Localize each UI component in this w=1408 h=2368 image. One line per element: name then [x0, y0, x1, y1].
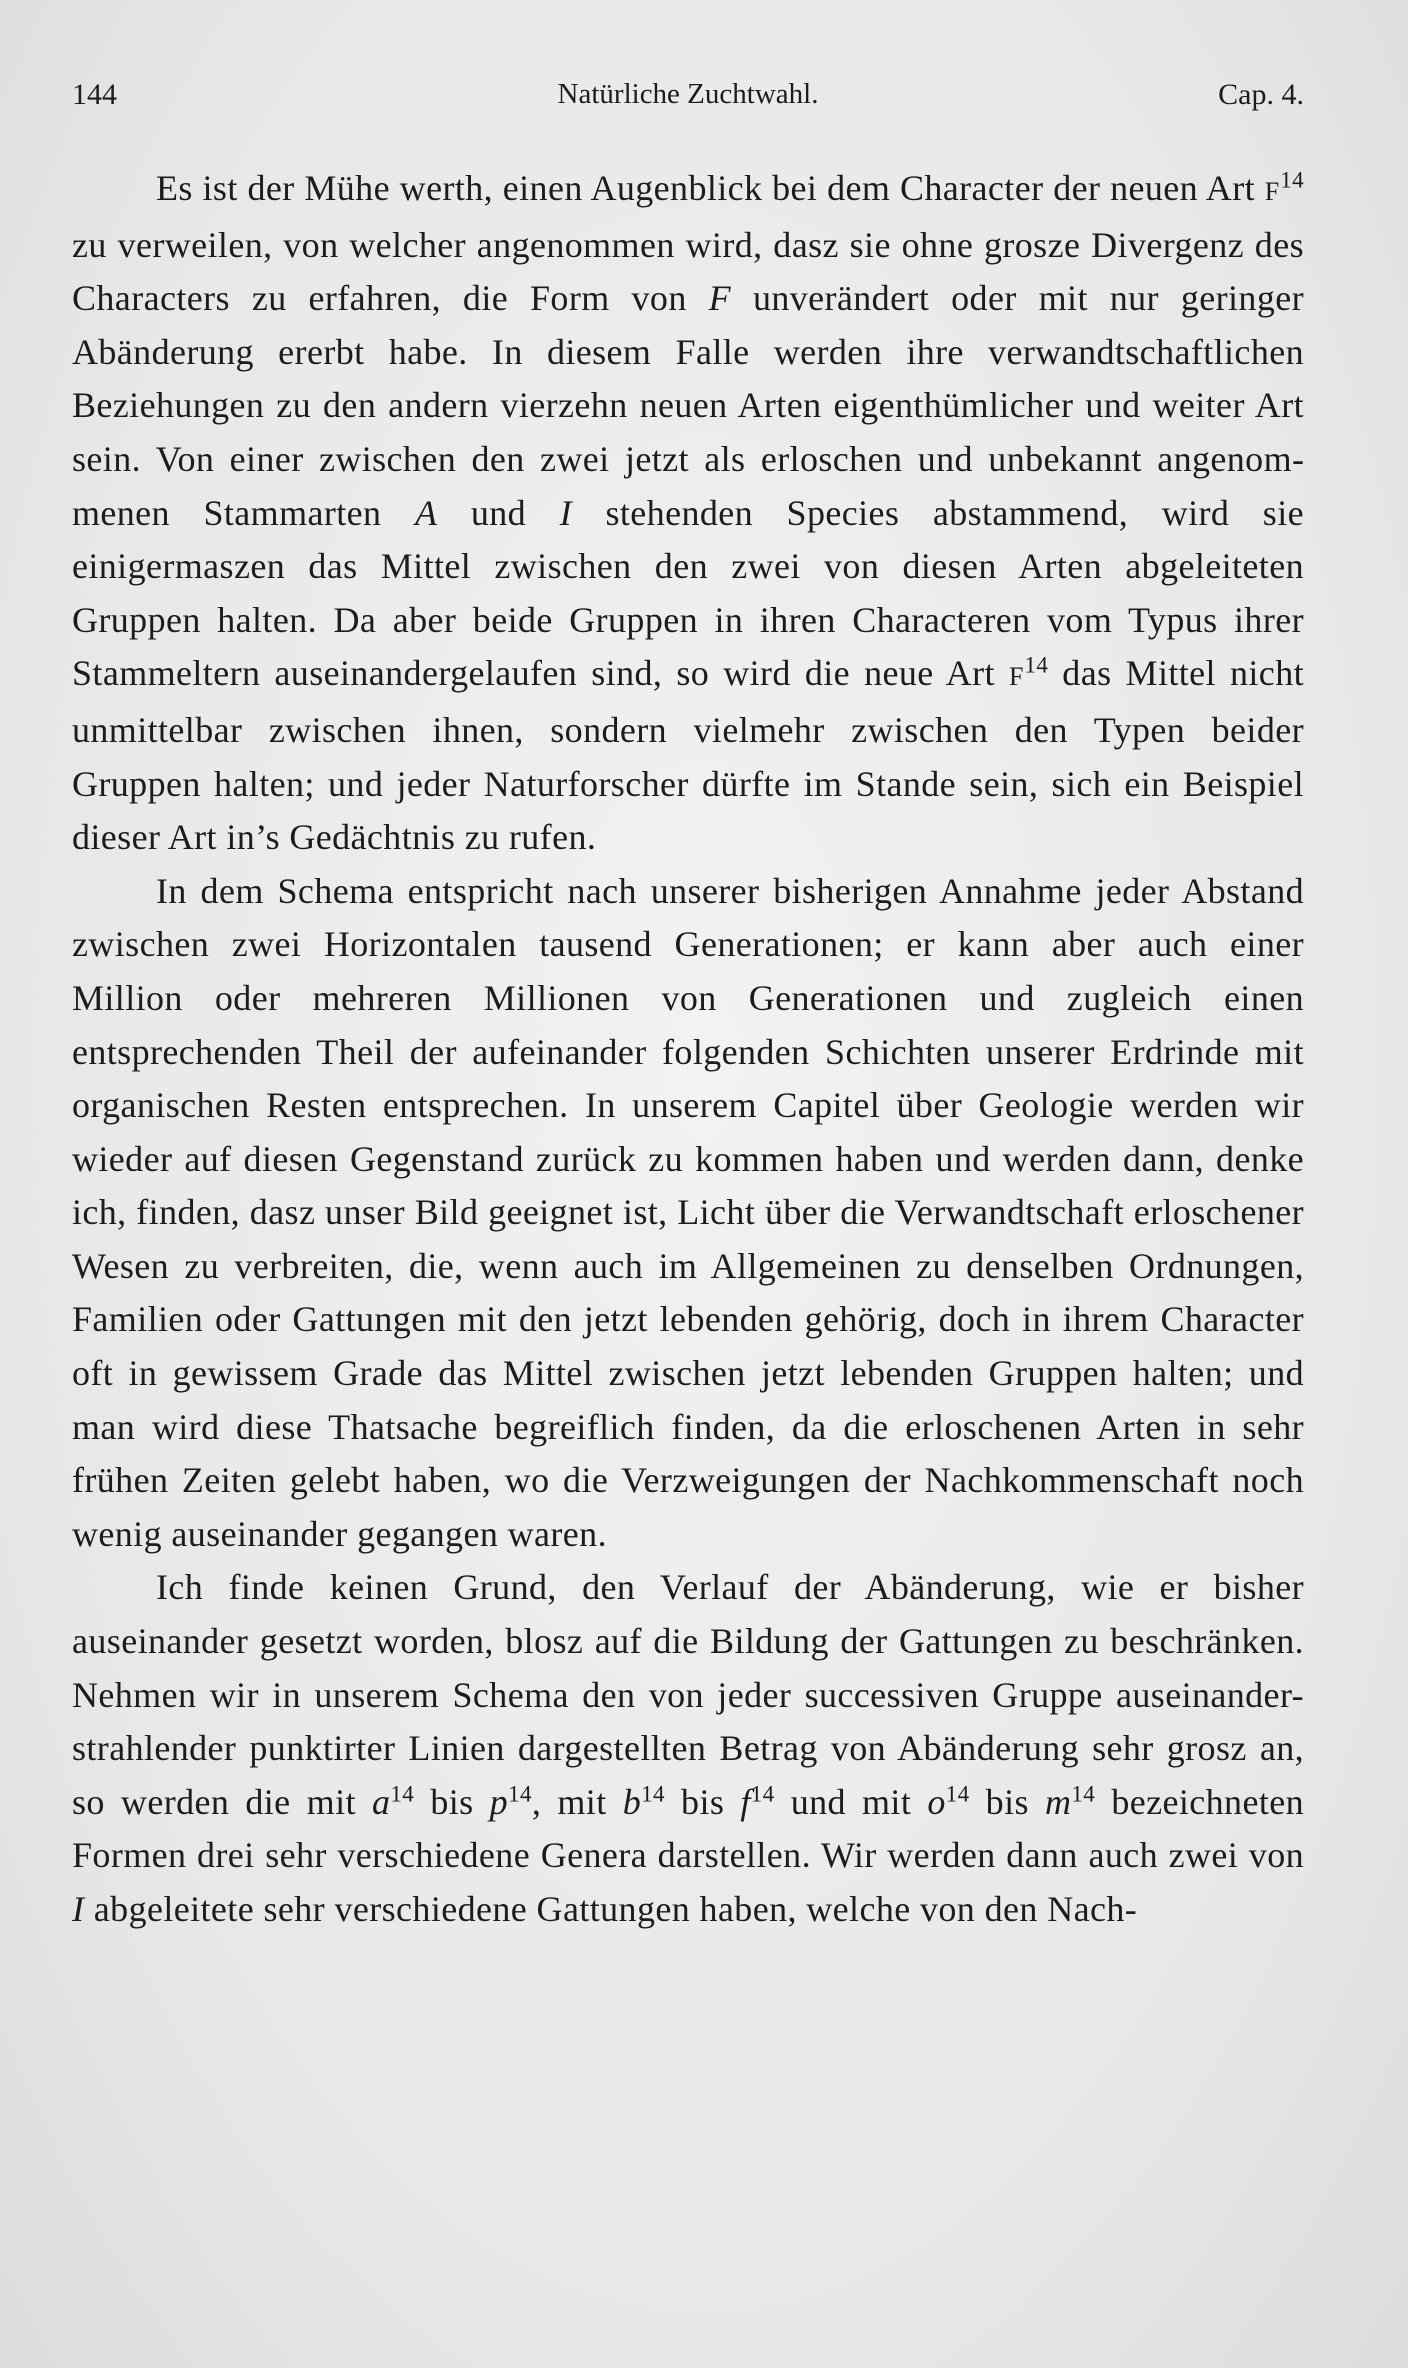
- paragraph: [72, 162, 1304, 865]
- text-span: und: [437, 492, 560, 533]
- species-symbol: F: [1264, 177, 1281, 206]
- running-title: Natürliche Zuchtwahl.: [557, 78, 819, 110]
- body-text: [72, 162, 1304, 1937]
- text-span: , mit: [531, 1781, 623, 1822]
- paragraph: In dem Schema entspricht nach unserer bisherigen Annahme jeder Abstand zwischen zwei Horizontalen tausend Generationen; er kann aber auch einer Million oder mehreren Millionen von Generationen und zugleich einen entsprechenden Theil der aufeinander folgenden Schichten unserer Erdrinde mit organischen Resten entsprechen. In unserem Capitel über Geologie werden wir wieder auf diesen Gegenstand zurück zu kommen haben und werden dann, denke ich, finden, dasz unser Bild geeignet ist, Licht über die Verwandtschaft erloschener Wesen zu verbreiten, die, wenn auch im Allgemeinen zu denselben Ordnungen, Familien oder Gattungen mit den jetzt lebenden gehörig, doch in ihrem Character oft in gewissem Grade das Mittel zwischen jetzt lebenden Gruppen halten; und man wird diese Thatsache begreiflich finden, da die erloschenen Arten in sehr frühen Zeiten gelebt haben, wo die Verzweigungen der Nachkommenschaft noch wenig auseinander gegangen waren.: [72, 870, 1304, 1554]
- superscript: 14: [750, 1781, 775, 1807]
- superscript: 14: [1071, 1781, 1096, 1807]
- species-symbol: a: [372, 1781, 391, 1822]
- paragraph: [72, 1561, 1304, 1936]
- text-span: das Mittel nicht unmittelbar zwischen ihnen, sondern vielmehr zwischen den Typen beider Gruppen halten; und jeder Naturforscher dürfte im Stande sein, sich ein Beispiel dieser Art in’s Gedächtnis zu rufen.: [72, 653, 1304, 858]
- text-span: stehenden Species abstammend, wird sie einigermaszen das Mittel zwischen den zwei von diesen Arten abgeleiteten Gruppen halten. Da aber beide Gruppen in ihren Characteren vom Typus ihrer Stammeltern auseinandergelaufen sind, so wird die neue Art: [72, 492, 1304, 694]
- text-span: zu verweilen, von welcher angenommen wird, dasz sie ohne grosze Divergenz des Characters zu erfahren, die Form von: [72, 224, 1304, 319]
- chapter-label: Cap. 4.: [1218, 78, 1304, 111]
- text-span: und mit: [774, 1781, 928, 1822]
- superscript: 14: [641, 1781, 665, 1807]
- superscript: 14: [390, 1781, 415, 1807]
- superscript: 14: [1280, 167, 1304, 193]
- species-symbol: f: [740, 1781, 751, 1822]
- text-span: abgeleitete sehr verschiedene Gattungen haben, welche von den Nach-: [84, 1889, 1138, 1929]
- species-symbol: I: [559, 492, 572, 533]
- species-symbol: b: [622, 1781, 642, 1822]
- species-symbol: I: [72, 1889, 85, 1929]
- species-symbol: F: [708, 278, 732, 319]
- text-span: bezeichneten Formen drei sehr verschiedene Genera darstellen. Wir werden dann auch zwei von: [72, 1781, 1305, 1876]
- species-symbol: o: [927, 1781, 946, 1822]
- text-span: bis: [414, 1781, 490, 1822]
- text-span: Ich finde keinen Grund, den Verlauf der Abänderung, wie er bisher auseinander gesetzt worden, blosz auf die Bildung der Gattungen zu beschränken. Nehmen wir in unserem Schema den von jeder successiven Gruppe auseinander-strahlender punktirter Linien dargestellten Betrag von Abänderung sehr grosz an, so werden die mit: [72, 1567, 1304, 1822]
- superscript: 14: [945, 1781, 970, 1807]
- page-number: 144: [72, 78, 117, 111]
- superscript: 14: [1024, 652, 1049, 678]
- page-header: [72, 78, 1304, 128]
- text-span: unverändert oder mit nur geringer Abänderung ererbt habe. In diesem Falle werden ihre verwandtschaftlichen Beziehungen zu den andern vierzehn neuen Arten eigenthümlicher und weiter Art sein. Von einer zwischen den zwei jetzt als erloschen und unbekannt angenommenen Stammarten: [72, 278, 1304, 533]
- species-symbol: m: [1045, 1781, 1072, 1822]
- text-span: Es ist der Mühe werth, einen Augenblick bei dem Character der neuen Art: [156, 168, 1265, 208]
- text-span: bis: [969, 1781, 1045, 1822]
- species-symbol: A: [414, 492, 438, 533]
- species-symbol: p: [489, 1781, 509, 1822]
- text-span: bis: [664, 1781, 741, 1822]
- superscript: 14: [508, 1781, 532, 1807]
- species-symbol: F: [1008, 662, 1025, 692]
